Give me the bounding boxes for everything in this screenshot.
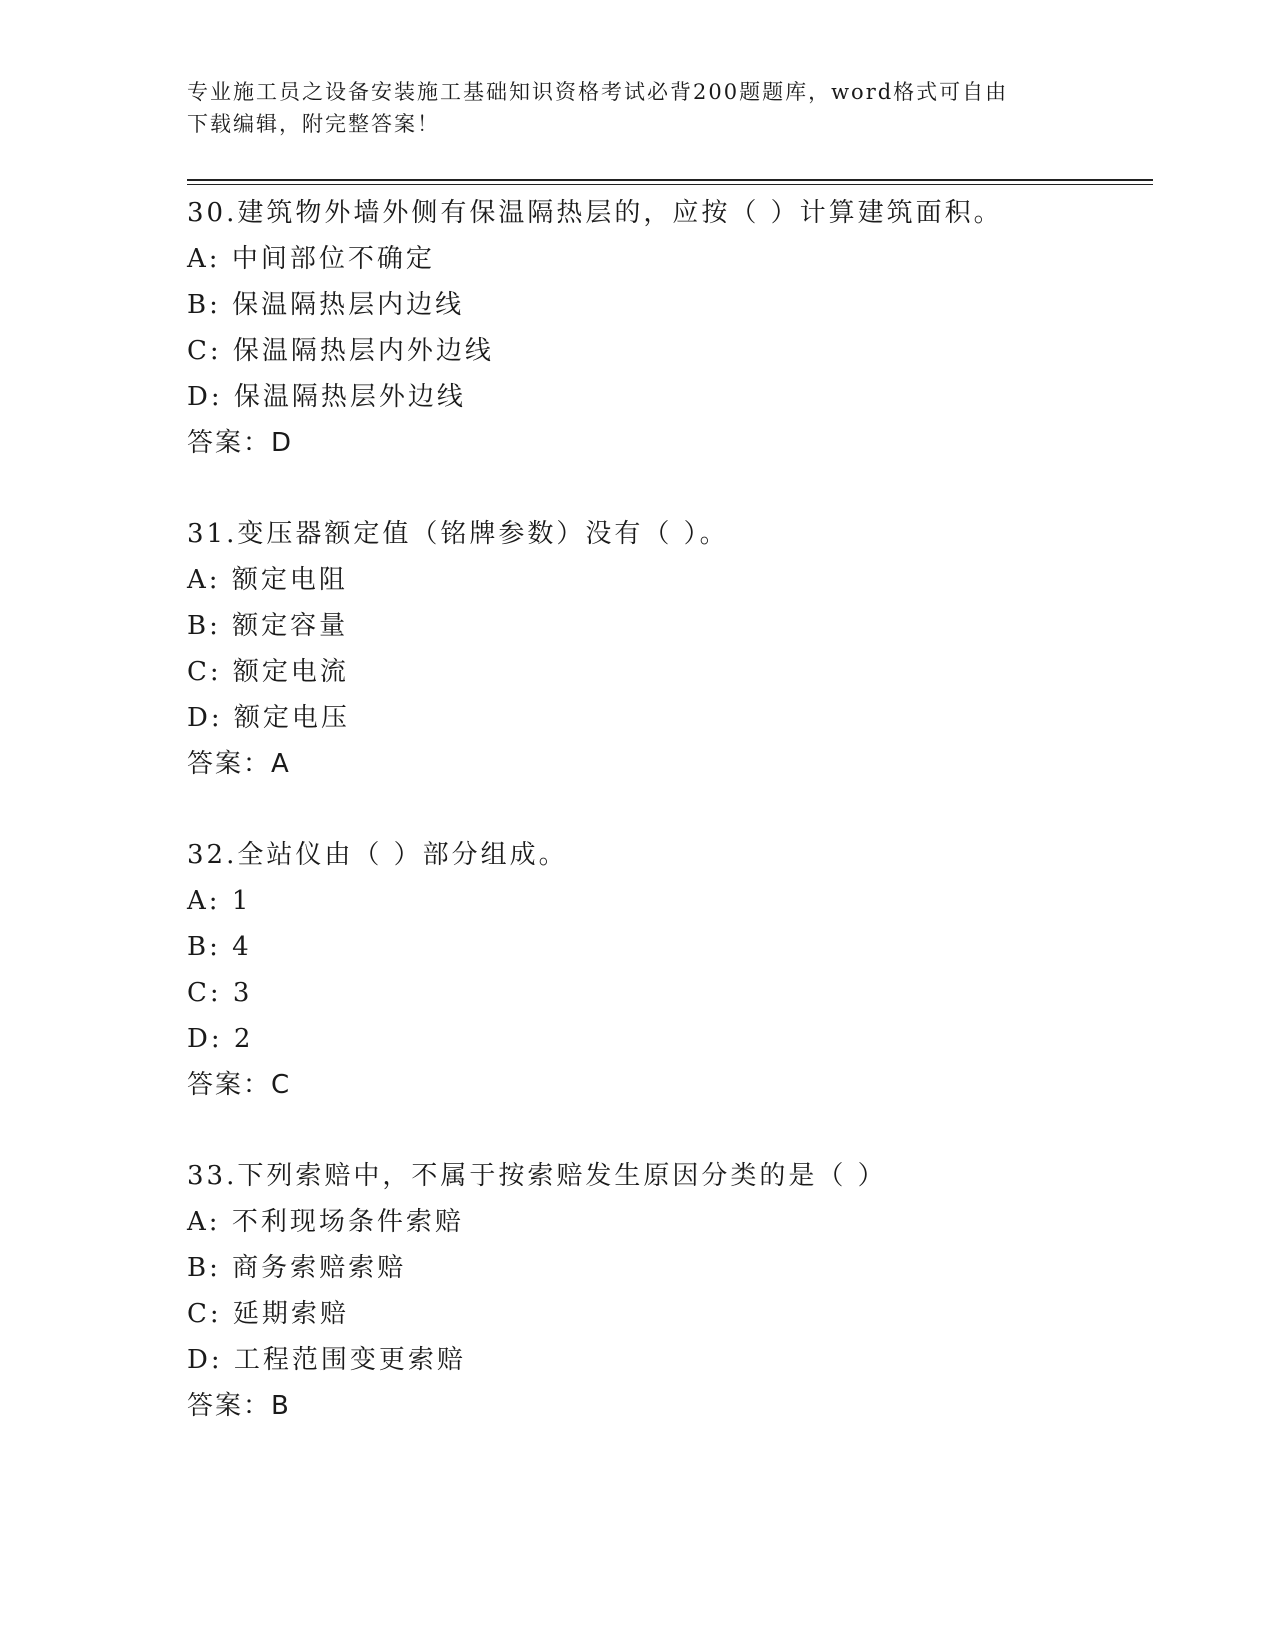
option-text: 工程范围变更索赔 — [233, 1345, 466, 1375]
option-text: 3 — [232, 978, 253, 1008]
option-b — [187, 924, 1147, 970]
option-label: B: — [187, 290, 221, 320]
option-text: 2 — [233, 1024, 254, 1054]
option-c — [187, 970, 1147, 1016]
option-text: 保温隔热层内边线 — [232, 290, 465, 320]
answer-line: 答案：D — [187, 428, 294, 458]
option-label: A: — [187, 886, 221, 916]
option-text: 延期索赔 — [232, 1299, 349, 1329]
question-33 — [187, 1153, 1147, 1429]
option-label: B: — [187, 1253, 221, 1283]
option-label: D: — [187, 1024, 223, 1054]
option-d — [187, 695, 1147, 741]
option-label: D: — [187, 703, 223, 733]
header-rule-thin — [187, 184, 1153, 185]
option-a — [187, 878, 1147, 924]
option-label: D: — [187, 1345, 223, 1375]
option-label: A: — [187, 1207, 221, 1237]
option-d — [187, 1016, 1147, 1062]
question-list — [187, 190, 1147, 1429]
option-d — [187, 374, 1147, 420]
option-label: B: — [187, 932, 221, 962]
option-label: C: — [187, 1299, 222, 1329]
option-text: 保温隔热层外边线 — [233, 382, 466, 412]
answer-line: 答案：A — [187, 749, 291, 779]
option-text: 额定电阻 — [231, 565, 348, 595]
question-stem: 32.全站仪由（ ）部分组成。 — [187, 840, 568, 870]
option-b — [187, 1245, 1147, 1291]
option-text: 商务索赔索赔 — [232, 1253, 407, 1283]
option-label: C: — [187, 657, 222, 687]
option-text: 4 — [232, 932, 252, 962]
option-text: 1 — [231, 886, 252, 916]
option-label: C: — [187, 336, 222, 366]
option-a — [187, 236, 1147, 282]
document-header — [187, 76, 1067, 140]
question-stem: 31.变压器额定值（铭牌参数）没有（ ）。 — [187, 519, 729, 549]
answer-line: 答案：B — [187, 1391, 291, 1421]
option-c — [187, 1291, 1147, 1337]
option-b — [187, 603, 1147, 649]
question-32 — [187, 832, 1147, 1108]
option-c — [187, 328, 1147, 374]
question-30 — [187, 190, 1147, 466]
option-text: 额定电流 — [232, 657, 349, 687]
option-text: 额定电压 — [233, 703, 350, 733]
option-label: C: — [187, 978, 222, 1008]
question-31 — [187, 511, 1147, 787]
question-stem: 33.下列索赔中，不属于按索赔发生原因分类的是（ ） — [187, 1161, 887, 1191]
option-label: A: — [187, 565, 221, 595]
header-line-2: 下载编辑，附完整答案！ — [187, 112, 440, 136]
header-rule-thick — [187, 179, 1153, 181]
question-stem: 30.建筑物外墙外侧有保温隔热层的，应按（ ）计算建筑面积。 — [187, 198, 1003, 228]
option-text: 不利现场条件索赔 — [231, 1207, 464, 1237]
option-label: A: — [187, 244, 221, 274]
option-d — [187, 1337, 1147, 1383]
answer-line: 答案：C — [187, 1070, 292, 1100]
option-text: 保温隔热层内外边线 — [232, 336, 494, 366]
option-a — [187, 557, 1147, 603]
option-text: 额定容量 — [232, 611, 349, 641]
option-label: B: — [187, 611, 221, 641]
header-line-1: 专业施工员之设备安装施工基础知识资格考试必背200题题库，word格式可自由 — [187, 80, 1009, 104]
option-b — [187, 282, 1147, 328]
option-c — [187, 649, 1147, 695]
option-label: D: — [187, 382, 223, 412]
option-a — [187, 1199, 1147, 1245]
option-text: 中间部位不确定 — [231, 244, 435, 274]
